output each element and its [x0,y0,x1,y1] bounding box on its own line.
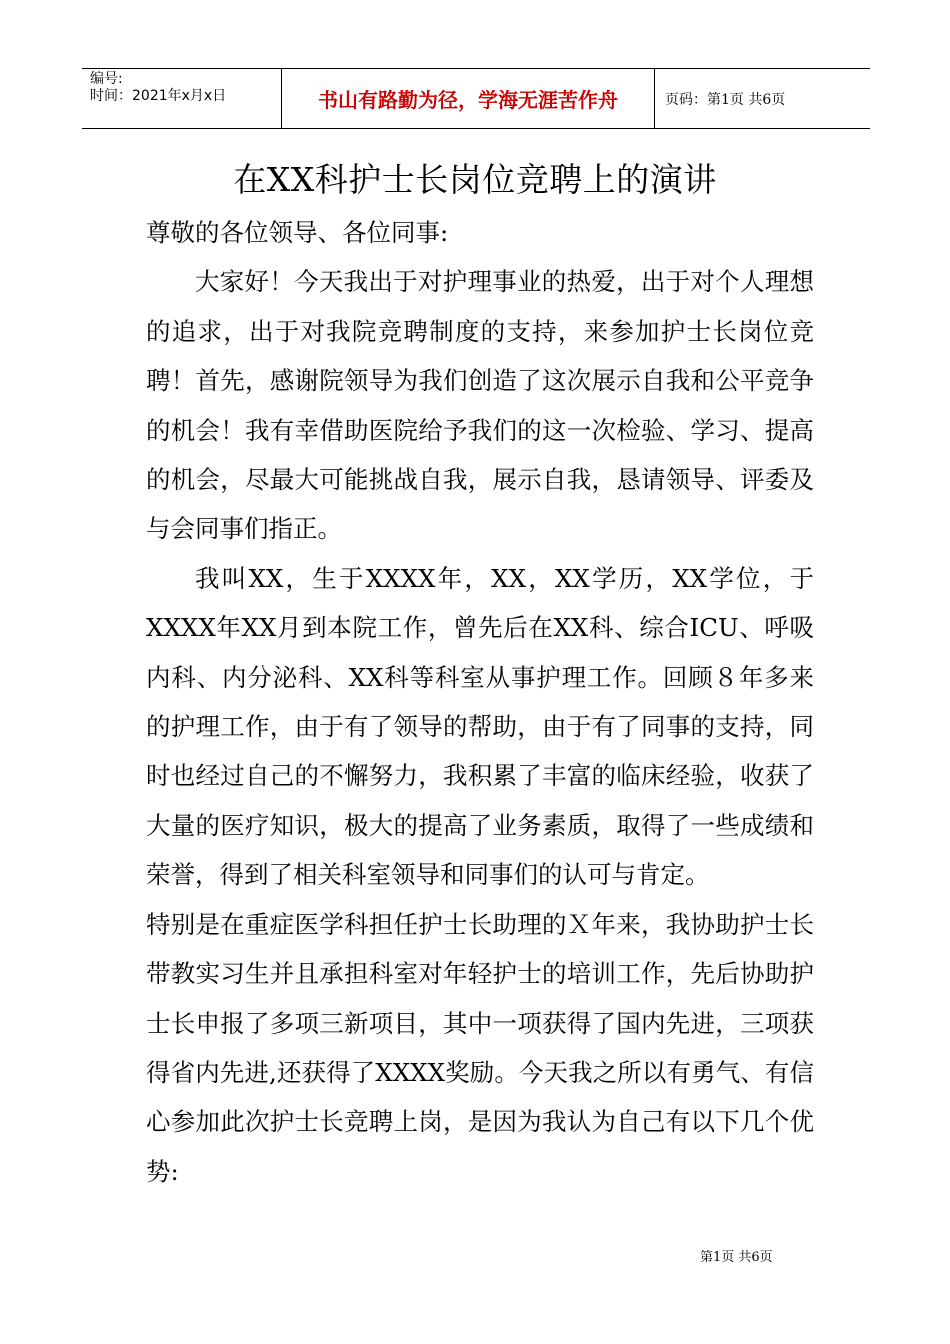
page-footer [700,1246,820,1265]
paragraph-3: 特别是在重症医学科担任护士长助理的Ｘ年来，我协助护士长带教实习生并且承担科室对年轻护士的培训工作，先后协助护士长申报了多项三新项目，其中一项获得了国内先进，三项获得省内先进,还获得了XXXX奖励。今天我之所以有勇气、有信心参加此次护士长竞聘上岗，是因为我认为自己有以下几个优势: [146,909,814,1186]
header-meta [82,69,282,128]
header-motto [282,69,655,128]
footer-page-number: 第1页 共6页 [700,1250,773,1265]
motto-text: 书山有路勤为径，学海无涯苦作舟 [318,88,618,112]
salutation: 尊敬的各位领导、各位同事: [146,218,449,247]
paragraph-1: 大家好！今天我出于对护理事业的热爱，出于对个人理想的追求，出于对我院竞聘制度的支持，来参加护士长岗位竞聘！首先，感谢院领导为我们创造了这次展示自我和公平竞争的机会！我有幸借助医院给予我们的这一次检验、学习、提高的机会，尽最大可能挑战自我，展示自我，恳请领导、评委及与会同事们指正。 [146,267,814,544]
header-page-info [655,69,870,128]
document-date: 时间：2021年x月x日 [90,88,227,104]
document-number-label: 编号: [90,71,123,87]
header-page-number: 页码：第1页 共6页 [665,91,786,108]
document-header [82,68,870,129]
paragraph-2: 我叫XX，生于XXXX年，XX，XX学历，XX学位，于XXXX年XX月到本院工作，曾先后在XX科、综合ICU、呼吸内科、内分泌科、XX科等科室从事护理工作。回顾８年多来的护理工作，由于有了领导的帮助，由于有了同事的支持，同时也经过自己的不懈努力，我积累了丰富的临床经验，收获了大量的医疗知识，极大的提高了业务素质，取得了一些成绩和荣誉，得到了相关科室领导和同事们的认可与肯定。 [146,563,814,890]
document-title: 在XX科护士长岗位竞聘上的演讲 [233,160,717,199]
document-body [146,208,814,1196]
